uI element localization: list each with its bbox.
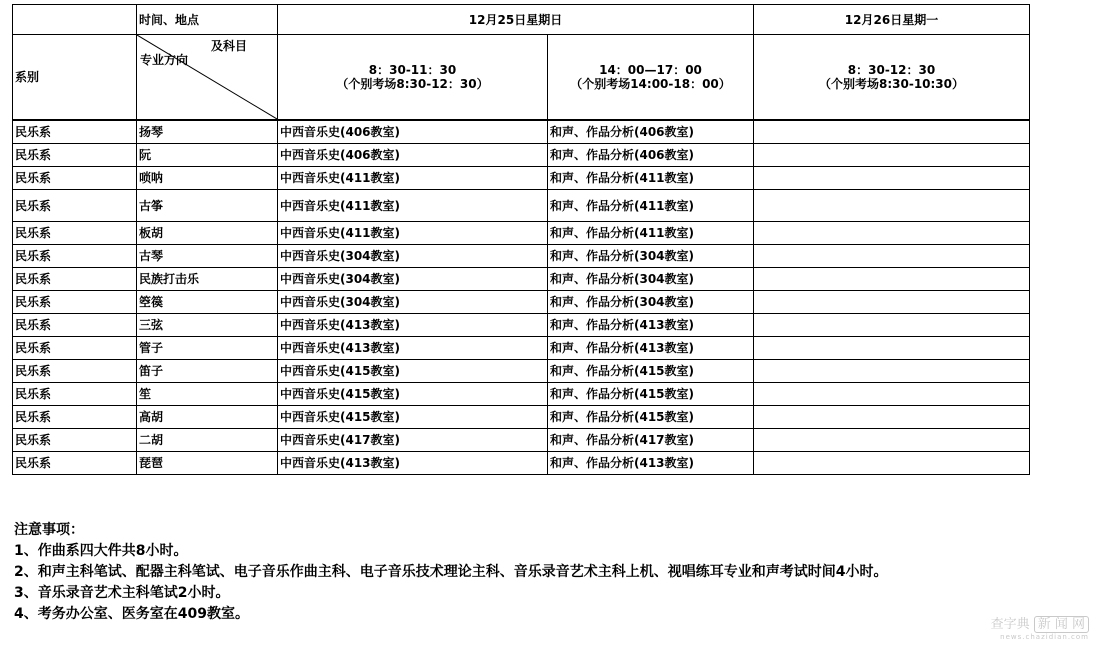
dept-cell: 民乐系 [13,406,137,429]
day2-exam-cell [754,314,1030,337]
major-cell: 高胡 [137,406,278,429]
morning-exam-cell: 中西音乐史(413教室) [278,314,548,337]
morning-exam-cell: 中西音乐史(415教室) [278,406,548,429]
dept-cell: 民乐系 [13,291,137,314]
diag-major-label: 专业方向 [140,53,189,67]
table-row [13,268,1030,291]
afternoon-exam-cell: 和声、作品分析(406教室) [548,144,754,167]
day1-header: 12月25日星期日 [278,5,754,35]
morning-exam-cell: 中西音乐史(411教室) [278,190,548,222]
afternoon-exam-cell: 和声、作品分析(411教室) [548,167,754,190]
day2-exam-cell [754,291,1030,314]
dept-cell: 民乐系 [13,190,137,222]
day2-exam-cell [754,429,1030,452]
slot2-note: （个别考场14:00-18：00） [570,77,731,91]
note-item: 1、作曲系四大件共8小时。 [14,543,188,559]
dept-cell: 民乐系 [13,222,137,245]
morning-exam-cell: 中西音乐史(415教室) [278,383,548,406]
dept-cell: 民乐系 [13,360,137,383]
dept-cell: 民乐系 [13,314,137,337]
afternoon-exam-cell: 和声、作品分析(304教室) [548,291,754,314]
table-row [13,406,1030,429]
header-row-days [13,5,1030,35]
note-item: 3、音乐录音艺术主科笔试2小时。 [14,585,230,601]
slot3-note: （个别考场8:30-10:30） [818,77,965,91]
slot3-header [754,35,1030,121]
dept-cell: 民乐系 [13,144,137,167]
dept-cell: 民乐系 [13,268,137,291]
table-row [13,291,1030,314]
watermark [991,618,1089,644]
major-cell: 笙 [137,383,278,406]
afternoon-exam-cell: 和声、作品分析(411教室) [548,190,754,222]
day2-exam-cell [754,268,1030,291]
watermark-tag: 新 闻 网 [1034,616,1089,633]
table-row [13,452,1030,475]
table-row [13,190,1030,222]
table-row [13,383,1030,406]
corner-blank-cell [13,5,137,35]
slot2-header [548,35,754,121]
major-cell: 唢呐 [137,167,278,190]
diagonal-header-cell [137,35,278,121]
afternoon-exam-cell: 和声、作品分析(415教室) [548,383,754,406]
afternoon-exam-cell: 和声、作品分析(411教室) [548,222,754,245]
afternoon-exam-cell: 和声、作品分析(304教室) [548,245,754,268]
dept-header: 系别 [13,35,137,121]
major-cell: 板胡 [137,222,278,245]
day2-exam-cell [754,190,1030,222]
dept-cell: 民乐系 [13,337,137,360]
note-item: 4、考务办公室、医务室在409教室。 [14,606,249,622]
watermark-brand: 查字典 [990,617,1030,632]
table-row [13,222,1030,245]
table-row [13,167,1030,190]
morning-exam-cell: 中西音乐史(406教室) [278,120,548,144]
major-cell: 管子 [137,337,278,360]
table-row [13,429,1030,452]
major-cell: 琵琶 [137,452,278,475]
morning-exam-cell: 中西音乐史(411教室) [278,222,548,245]
major-cell: 笛子 [137,360,278,383]
day2-exam-cell [754,337,1030,360]
afternoon-exam-cell: 和声、作品分析(417教室) [548,429,754,452]
afternoon-exam-cell: 和声、作品分析(413教室) [548,452,754,475]
note-item: 2、和声主科笔试、配器主科笔试、电子音乐作曲主科、电子音乐技术理论主科、音乐录音艺术主科上机、视唱练耳专业和声考试时间4小时。 [14,564,888,580]
dept-cell: 民乐系 [13,245,137,268]
afternoon-exam-cell: 和声、作品分析(413教室) [548,337,754,360]
day2-exam-cell [754,383,1030,406]
afternoon-exam-cell: 和声、作品分析(415教室) [548,406,754,429]
dept-cell: 民乐系 [13,167,137,190]
morning-exam-cell: 中西音乐史(417教室) [278,429,548,452]
table-row [13,144,1030,167]
day2-exam-cell [754,167,1030,190]
dept-cell: 民乐系 [13,383,137,406]
afternoon-exam-cell: 和声、作品分析(406教室) [548,120,754,144]
morning-exam-cell: 中西音乐史(413教室) [278,452,548,475]
table-row [13,337,1030,360]
dept-cell: 民乐系 [13,452,137,475]
day2-exam-cell [754,222,1030,245]
afternoon-exam-cell: 和声、作品分析(304教室) [548,268,754,291]
day2-exam-cell [754,360,1030,383]
notes-section [14,520,1044,625]
table-row [13,245,1030,268]
slot2-time: 14：00—17：00 [599,63,702,77]
major-cell: 阮 [137,144,278,167]
major-cell: 扬琴 [137,120,278,144]
day2-header: 12月26日星期一 [754,5,1030,35]
morning-exam-cell: 中西音乐史(406教室) [278,144,548,167]
major-cell: 三弦 [137,314,278,337]
day2-exam-cell [754,245,1030,268]
slot1-note: （个别考场8:30-12：30） [336,77,489,91]
morning-exam-cell: 中西音乐史(304教室) [278,291,548,314]
day2-exam-cell [754,144,1030,167]
major-cell: 二胡 [137,429,278,452]
time-place-header: 时间、地点 [137,5,278,35]
table-row [13,314,1030,337]
diag-subject-label: 及科目 [210,39,247,53]
day2-exam-cell [754,406,1030,429]
major-cell: 古筝 [137,190,278,222]
slot1-time: 8：30-11：30 [368,63,457,77]
dept-cell: 民乐系 [13,120,137,144]
day2-exam-cell [754,120,1030,144]
morning-exam-cell: 中西音乐史(413教室) [278,337,548,360]
day2-exam-cell [754,452,1030,475]
table-row [13,120,1030,144]
header-row-slots [13,35,1030,121]
afternoon-exam-cell: 和声、作品分析(415教室) [548,360,754,383]
major-cell: 民族打击乐 [137,268,278,291]
notes-title: 注意事项： [14,522,84,538]
dept-cell: 民乐系 [13,429,137,452]
major-cell: 古琴 [137,245,278,268]
major-cell: 箜篌 [137,291,278,314]
morning-exam-cell: 中西音乐史(304教室) [278,245,548,268]
morning-exam-cell: 中西音乐史(304教室) [278,268,548,291]
slot3-time: 8：30-12：30 [847,63,936,77]
exam-schedule-table [12,4,1030,475]
table-row [13,360,1030,383]
slot1-header [278,35,548,121]
watermark-url: news.chazidian.com [1000,633,1089,641]
morning-exam-cell: 中西音乐史(415教室) [278,360,548,383]
diagonal-line [137,35,277,119]
morning-exam-cell: 中西音乐史(411教室) [278,167,548,190]
afternoon-exam-cell: 和声、作品分析(413教室) [548,314,754,337]
